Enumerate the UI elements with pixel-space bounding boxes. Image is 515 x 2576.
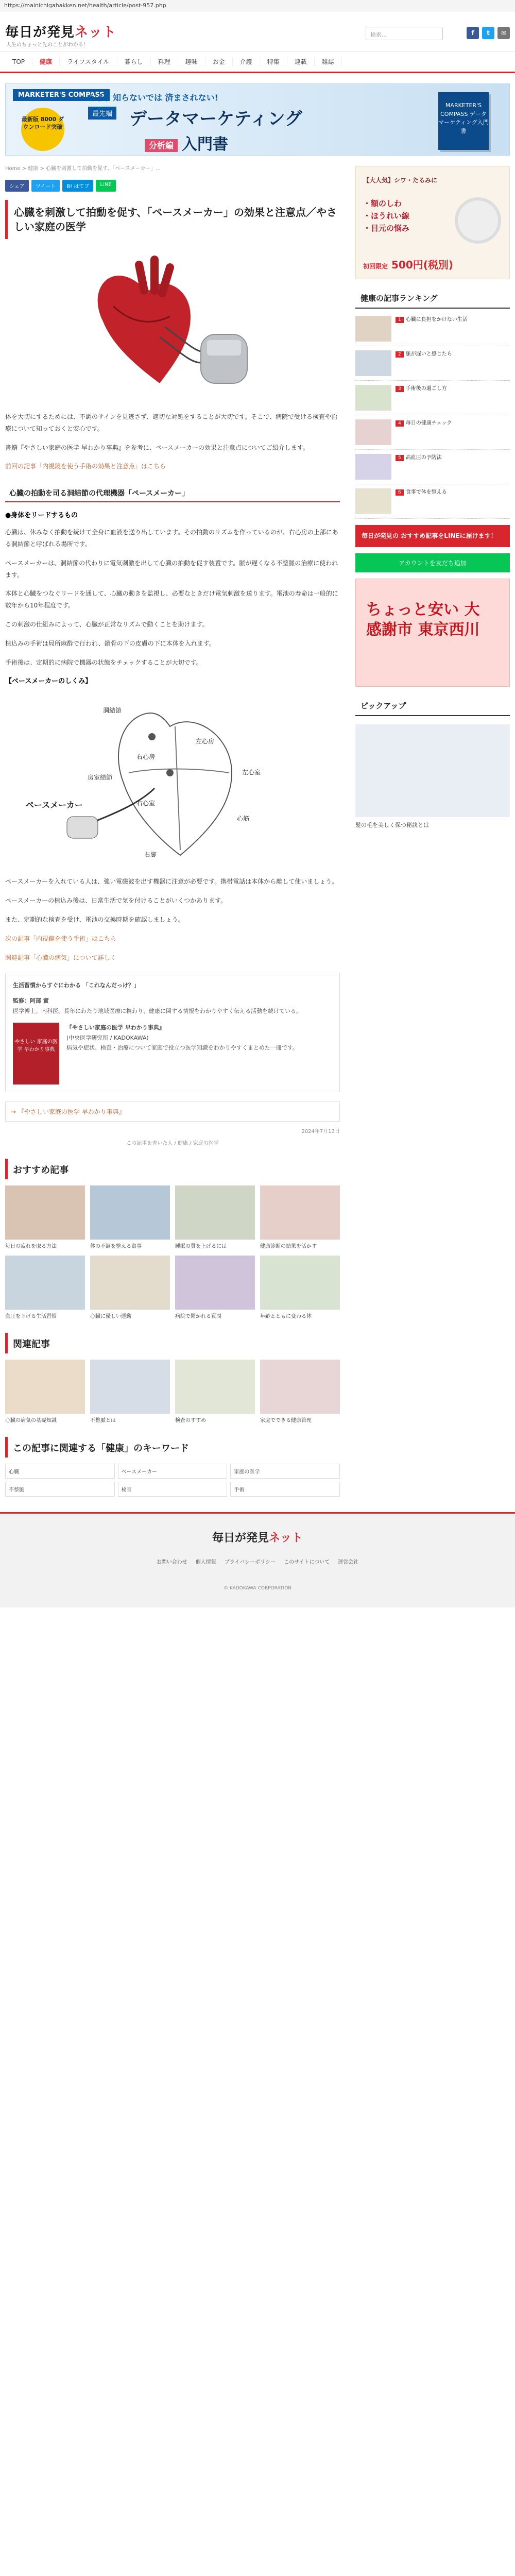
ranking-item[interactable]: 1 心臓に負担をかけない生活 [355,312,510,346]
keyword-tag[interactable]: ペースメーカー [118,1464,228,1479]
breadcrumb[interactable]: Home > 健康 > 心臓を刺激して拍動を促す、「ペースメーカー」... [5,166,161,172]
ranking-item[interactable]: 5 高血圧の予防法 [355,450,510,484]
label-sa-node: 洞結節 [103,707,122,715]
profile-ad[interactable]: 生活習慣からすぐにわかる 「これなんだっけ？」 [13,982,140,989]
next-article-link[interactable]: 次の記事「内視鏡を使う手術」はこちら [5,935,117,942]
footer-link[interactable]: お問い合わせ [156,1559,187,1565]
previous-article-link[interactable]: 前回の記事「内視鏡を使う手術の効果と注意点」はこちら [5,463,166,470]
copyright: © KADOKAWA CORPORATION [223,1585,292,1591]
search-input[interactable]: 検索... [366,27,443,40]
book-description: 病気や症状、検査・治療について家庭で役立つ医学知識をわかりやすくまとめた一冊です。 [66,1044,298,1052]
nav-item-series[interactable]: 連載 [287,57,315,66]
article-paragraph: 本体と心臓をつなぐリードを通して、心臓の動きを監視し、必要なときだけ電気刺激を送ります。電池の寿命は一般的に数年から10年程度です。 [5,590,338,609]
share-hatena-button[interactable]: B! はてブ [62,180,93,192]
banner-subtitle: 分析編 入門書 [145,131,228,154]
ad-lead: 【大人気】シワ・たるみに [363,177,438,184]
product-image [455,197,501,244]
banner-book-image: MARKETER'S COMPASS データマーケティング入門書 [438,92,489,150]
footer-link[interactable]: プライバシーポリシー [224,1559,276,1565]
ranking-item[interactable]: 6 食事で体を整える [355,484,510,519]
pacemaker-diagram [26,696,319,866]
ranking-item[interactable]: 4 毎日の健康チェック [355,415,510,450]
diagram-title: 【ペースメーカーのしくみ】 [5,677,92,686]
recommend-card[interactable]: 心臓に優しい運動 [90,1256,170,1320]
recommend-card[interactable]: 血圧を下げる生活習慣 [5,1256,85,1320]
nav-item-cooking[interactable]: 料理 [151,57,178,66]
footer-link[interactable]: このサイトについて [284,1559,330,1565]
pickup-text: 髪の毛を美しく保つ秘訣とは [355,822,429,829]
mail-icon[interactable]: ✉ [497,27,510,39]
sns-links [467,27,510,39]
publish-date: 2024年7月13日 [301,1128,340,1134]
footer-link[interactable]: 運営会社 [338,1559,359,1565]
label-left-ventricle: 左心室 [242,769,261,776]
subsection-heading: ●身体をリードするもの [5,512,78,520]
label-right-atrium: 右心房 [136,753,156,761]
label-av-node: 房室結節 [88,774,113,782]
ranking-item[interactable]: 3 手術後の過ごし方 [355,381,510,415]
site-logo[interactable]: 毎日が発見ネット [5,25,117,40]
share-twitter-button[interactable]: ツイート [31,180,60,192]
keyword-list [5,1464,340,1497]
keyword-tag[interactable]: 検査 [118,1482,228,1497]
heart-pacemaker-image [5,244,340,404]
label-right-ventricle: 右心室 [136,800,156,807]
keyword-tag[interactable]: 不整脈 [5,1482,115,1497]
sidebar-ad[interactable] [355,166,510,279]
site-tagline: 人生のちょっと先のことがわかる！ [6,42,89,48]
related-card[interactable]: 心臓の病気の基礎知識 [5,1360,85,1425]
recommend-card[interactable]: 体の不調を整える食事 [90,1185,170,1250]
pickup-heading: ピックアップ [355,696,510,716]
article-tags[interactable]: この記事を書いた人 / 健康 / 家庭の医学 [126,1140,219,1146]
nav-item-magazine[interactable]: 雑誌 [315,57,342,66]
nav-item-feature[interactable]: 特集 [260,57,287,66]
footer-link[interactable]: 個人情報 [195,1559,216,1565]
nav-item-money[interactable]: お金 [205,57,233,66]
related-card[interactable]: 家庭でできる健康管理 [260,1360,340,1425]
recommend-card[interactable]: 睡眠の質を上げるには [175,1185,255,1250]
newsletter-box: 毎日が発見の おすすめ記事をLINEに届けます！ [355,525,510,547]
footer-logo[interactable]: 毎日が発見ネット [212,1531,303,1545]
facebook-icon[interactable]: f [467,27,479,39]
banner-label: MARKETER'S COMPASS [13,89,110,101]
article-paragraph: ペースメーカーを入れている人は、強い電磁波を出す機器に注意が必要です。携帯電話は本体から離して使いましょう。 [5,878,338,886]
related-card[interactable]: 不整脈とは [90,1360,170,1425]
sidebar [355,161,510,1502]
nav-item-top[interactable]: TOP [5,58,32,65]
article-paragraph: 心臓は、休みなく拍動を続けて全身に血液を送り出しています。その拍動のリズムを作っているのが、右心房の上部にある洞結節と呼ばれる場所です。 [5,529,338,548]
keywords-heading: この記事に関連する「健康」のキーワード [5,1437,340,1458]
article-paragraph: この刺激の仕組みによって、心臓が正常なリズムで動くことを助けます。 [5,620,209,628]
nav-item-health[interactable]: 健康 [32,57,60,66]
share-buttons [5,180,340,192]
section-heading: 心臓の拍動を司る洞結節の代理機器「ペースメーカー」 [5,485,340,502]
book-link-box[interactable]: → 『やさしい家庭の医学 早わかり事典』 [5,1101,340,1122]
recommend-card[interactable]: 健康診断の結果を活かす [260,1185,340,1250]
banner-title: データマーケティング [129,109,302,129]
global-nav [0,52,515,73]
sidebar-ad-2[interactable] [355,579,510,687]
twitter-icon[interactable]: t [482,27,494,39]
recommend-heading: おすすめ記事 [5,1159,340,1179]
keyword-tag[interactable]: 手術 [230,1482,340,1497]
site-footer [0,1512,515,1607]
pickup-image [355,724,510,817]
share-line-button[interactable]: LINE [96,180,115,192]
recommend-card[interactable]: 毎日の疲れを取る方法 [5,1185,85,1250]
book-box [13,1023,332,1084]
article-paragraph: ペースメーカーは、洞結節の代わりに電気刺激を出して心臓の拍動を促す装置です。脈が遅くなる不整脈の治療に使われます。 [5,559,338,579]
keyword-tag[interactable]: 家庭の医学 [230,1464,340,1479]
profile-text: 医学博士。内科医。長年にわたり地域医療に携わり、健康に関する情報をわかりやすく伝える活動を続けている。 [13,1007,302,1014]
nav-item-care[interactable]: 介護 [233,57,260,66]
related-article-link[interactable]: 関連記事「心臓の病気」について詳しく [5,954,116,961]
profile-name: 監修：阿部 實 [13,997,49,1005]
footer-links [0,1557,515,1565]
ranking-heading: 健康の記事ランキング [355,289,510,309]
banner-tag: 最先端 [88,107,116,120]
book-title: 『やさしい家庭の医学 早わかり事典』 [66,1024,165,1031]
keyword-tag[interactable]: 心臓 [5,1464,115,1479]
article-paragraph: 植込みの手術は局所麻酔で行われ、鎖骨の下の皮膚の下に本体を入れます。 [5,639,215,647]
article-paragraph: また、定期的な検査を受け、電池の交換時期を確認しましょう。 [5,916,184,923]
banner-headline: もう、知らないでは 済まされない! [88,93,218,103]
address-bar[interactable]: https://mainichigahakken.net/health/article/post-957.php [0,0,515,11]
top-banner-ad[interactable] [5,83,510,156]
article-intro: 体を大切にするためには、不調のサインを見逃さず、適切な対処をすることが大切です。そこで、病院で受ける検査や治療について知っておくと安心です。 [5,413,338,432]
recommend-grid [5,1185,340,1320]
book-publisher: (中央医学研究所 / KADOKAWA) [66,1034,149,1041]
ranking-item[interactable]: 2 脈が遅いと感じたら [355,346,510,381]
banner-badge: 最新版 8000 ダウンロード突破 [21,108,64,151]
related-grid [5,1360,340,1425]
related-heading: 関連記事 [5,1333,340,1353]
ad-price: 初回限定 500円(税別) [363,259,454,271]
pickup-item[interactable] [355,724,510,831]
nav-item-living[interactable]: 暮らし [117,57,151,66]
article-title: 心臓を刺激して拍動を促す、「ペースメーカー」の効果と注意点／やさしい家庭の医学 [5,200,340,239]
label-left-atrium: 左心房 [196,738,215,745]
label-pacemaker: ペースメーカー [26,800,83,810]
ad2-text: ちょっと安い 大感謝市 東京西川 [366,601,480,639]
nav-item-hobby[interactable]: 趣味 [178,57,205,66]
article-paragraph: ペースメーカーの植込み後は、日常生活で気を付けることがいくつかあります。 [5,897,227,905]
nav-item-lifestyle[interactable]: ライフスタイル [60,57,117,66]
related-card[interactable]: 検査のすすめ [175,1360,255,1425]
article-main [5,161,340,1502]
site-header [0,11,515,52]
label-myocardium: 心筋 [237,815,250,823]
recommend-card[interactable]: 病院で聞かれる質問 [175,1256,255,1320]
recommend-card[interactable]: 年齢とともに変わる体 [260,1256,340,1320]
author-profile [5,973,340,1092]
article-paragraph: 手術後は、定期的に病院で機器の状態をチェックすることが大切です。 [5,658,202,666]
label-right-bundle: 右脚 [144,851,157,859]
line-add-button[interactable]: アカウントを友だち追加 [355,553,510,572]
book-cover[interactable]: やさしい 家庭の医学 早わかり事典 [13,1023,59,1084]
article-intro-2: 書籍『やさしい家庭の医学 早わかり事典』を参考に、ペースメーカーの効果と注意点についてご紹介します。 [5,444,309,451]
ad-lines: ・額のしわ ・ほうれい線 ・目元の悩み [363,199,410,233]
share-facebook-button[interactable]: シェア [5,180,29,192]
